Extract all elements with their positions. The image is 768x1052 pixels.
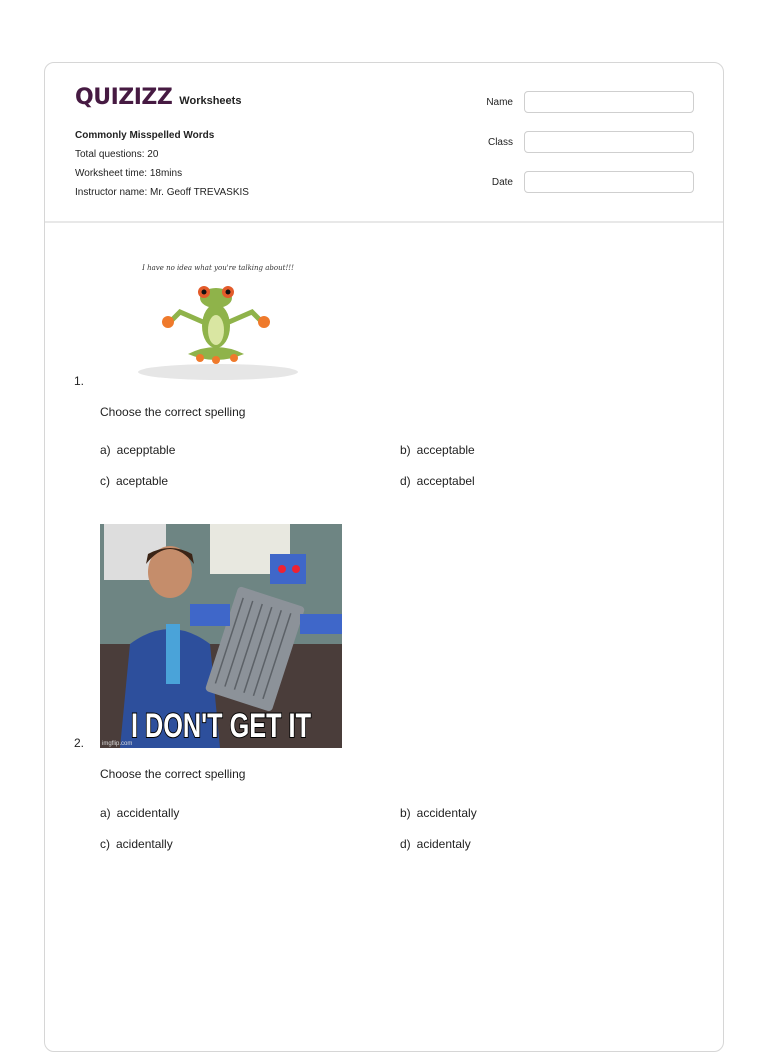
question-2-prompt: Choose the correct spelling (100, 767, 246, 781)
option-letter: a) (100, 806, 111, 820)
class-label: Class (487, 137, 513, 148)
question-2-option-b[interactable] (400, 806, 477, 820)
i-dont-get-it-meme-image (100, 524, 342, 748)
option-text: accidentaly (416, 806, 477, 820)
question-2-option-a[interactable] (100, 806, 179, 820)
option-text: acidentally (116, 837, 173, 851)
option-text: acidentaly (416, 837, 471, 851)
question-2-option-d[interactable] (400, 837, 471, 851)
question-1-number: 1. (74, 374, 85, 388)
worksheet-header (45, 63, 723, 223)
instructor-name: Instructor name: Mr. Geoff TREVASKIS (75, 187, 249, 198)
frog-meditating-image (98, 250, 318, 390)
option-text: acceptable (416, 443, 475, 457)
total-questions: Total questions: 20 (75, 149, 159, 160)
option-text: acceptabel (416, 474, 475, 488)
question-1-prompt: Choose the correct spelling (100, 405, 246, 419)
meme-watermark: imgflip.com (102, 741, 133, 747)
logo-subtitle: Worksheets (179, 95, 242, 107)
question-2-number: 2. (74, 736, 85, 750)
option-text: aceptable (116, 474, 169, 488)
question-1-option-c[interactable] (100, 474, 168, 488)
question-2-option-c[interactable] (100, 837, 173, 851)
class-field[interactable] (524, 131, 694, 153)
option-text: acepptable (116, 443, 176, 457)
question-1-option-b[interactable] (400, 443, 475, 457)
meme-caption: I DON'T GET IT (131, 707, 312, 745)
frog-image-caption: I have no idea what you're talking about!!! (142, 264, 294, 272)
question-1-option-d[interactable] (400, 474, 475, 488)
date-field[interactable] (524, 171, 694, 193)
option-letter: d) (400, 474, 411, 488)
option-letter: b) (400, 806, 411, 820)
worksheet-title: Commonly Misspelled Words (75, 130, 215, 141)
option-letter: d) (400, 837, 411, 851)
worksheet-meta (75, 126, 249, 202)
option-letter: c) (100, 837, 110, 851)
worksheet-time: Worksheet time: 18mins (75, 168, 183, 179)
option-letter: b) (400, 443, 411, 457)
name-label: Name (486, 97, 513, 108)
date-label: Date (491, 177, 513, 188)
option-text: accidentally (116, 806, 180, 820)
question-1-option-a[interactable] (100, 443, 175, 457)
option-letter: c) (100, 474, 110, 488)
quizizz-logo (75, 85, 241, 110)
option-letter: a) (100, 443, 111, 457)
name-field[interactable] (524, 91, 694, 113)
logo-wordmark: QUIZIZZ (75, 85, 173, 110)
